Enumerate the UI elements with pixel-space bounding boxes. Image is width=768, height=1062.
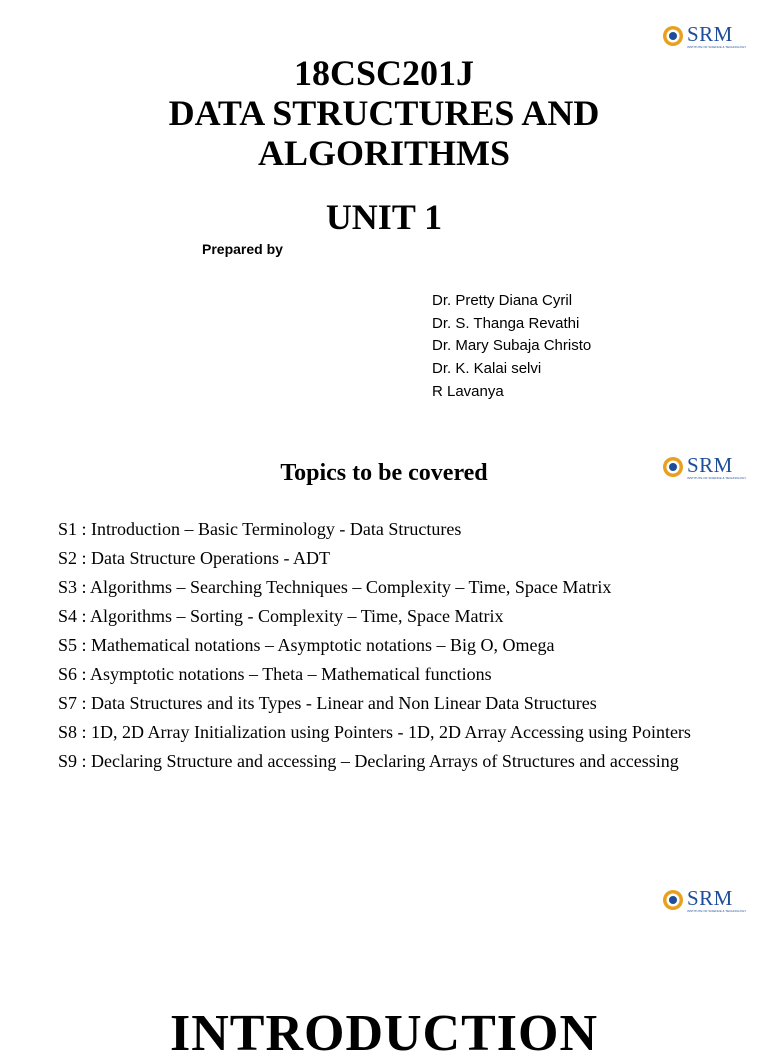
srm-emblem-icon: [662, 25, 684, 47]
logo-wordmark: SRM: [687, 452, 733, 477]
author-list: [432, 290, 591, 403]
course-code: 18CSC201J: [293, 53, 475, 93]
topic-item: S6 : Asymptotic notations – Theta – Mathematical functions: [58, 664, 492, 684]
logo-tagline: INSTITUTE OF SCIENCE & TECHNOLOGY: [687, 475, 747, 480]
topic-item: S2 : Data Structure Operations - ADT: [58, 548, 330, 568]
topic-item: S1 : Introduction – Basic Terminology - Data Structures: [58, 519, 462, 539]
topic-item: S4 : Algorithms – Sorting - Complexity – Time, Space Matrix: [58, 606, 504, 626]
next-slide-title: INTRODUCTION: [169, 1005, 599, 1062]
logo-wordmark: SRM: [687, 885, 733, 910]
author-name: Dr. Pretty Diana Cyril: [432, 292, 573, 309]
author-name: Dr. S. Thanga Revathi: [432, 314, 580, 332]
topic-item: S3 : Algorithms – Searching Techniques – Complexity – Time, Space Matrix: [58, 577, 612, 597]
author-name: R Lavanya: [432, 382, 504, 400]
logo-wordmark: SRM: [687, 21, 733, 46]
author-name: Dr. Mary Subaja Christo: [432, 337, 592, 355]
topics-heading: Topics to be covered: [280, 460, 488, 486]
topic-item: S9 : Declaring Structure and accessing – Declaring Arrays of Structures and accessing: [58, 751, 679, 771]
unit-title: UNIT 1: [325, 197, 443, 237]
logo-tagline: INSTITUTE OF SCIENCE & TECHNOLOGY: [687, 908, 747, 913]
srm-emblem-icon: [662, 889, 684, 911]
logo-tagline: INSTITUTE OF SCIENCE & TECHNOLOGY: [687, 44, 747, 49]
srm-logo: [662, 21, 747, 50]
course-title-line1: DATA STRUCTURES AND: [168, 93, 600, 133]
topic-item: S8 : 1D, 2D Array Initialization using Pointers - 1D, 2D Array Accessing using Pointers: [58, 722, 691, 742]
topic-item: S5 : Mathematical notations – Asymptotic notations – Big O, Omega: [58, 635, 555, 655]
srm-logo: [662, 885, 747, 914]
course-title-line2: ALGORITHMS: [257, 133, 511, 173]
author-name: Dr. K. Kalai selvi: [432, 360, 542, 378]
topics-list: [58, 519, 698, 780]
topic-item: S7 : Data Structures and its Types - Linear and Non Linear Data Structures: [58, 693, 597, 713]
prepared-by-label: Prepared by: [202, 241, 283, 257]
